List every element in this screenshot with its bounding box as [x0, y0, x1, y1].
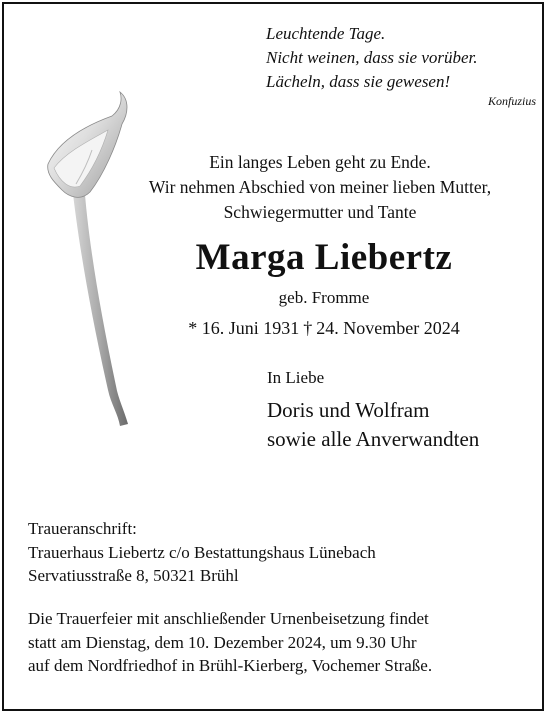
calla-lily-image	[32, 90, 172, 430]
death-date: 24. November 2024	[316, 318, 460, 338]
intro-line: Ein langes Leben geht zu Ende.	[209, 152, 431, 172]
obituary-card	[2, 2, 544, 711]
mourning-address	[28, 517, 538, 588]
service-line: statt am Dienstag, dem 10. Dezember 2024, um 9.30 Uhr	[28, 632, 417, 652]
quote-line: Leuchtende Tage.	[266, 24, 386, 43]
address-line: Servatiusstraße 8, 50321 Brühl	[28, 566, 239, 585]
deceased-name: Marga Liebertz	[195, 237, 453, 278]
intro-text	[100, 150, 540, 225]
intro-line: Schwiegermutter und Tante	[223, 202, 417, 222]
service-line: Die Trauerfeier mit anschließender Urnenbeisetzung findet	[28, 609, 429, 628]
cross-icon: †	[303, 318, 313, 338]
mourner-line: Doris und Wolfram	[267, 398, 430, 422]
mourner-line: sowie alle Anverwandten	[267, 427, 480, 451]
quote-line: Nicht weinen, dass sie vorüber.	[266, 48, 478, 67]
birth-name: geb. Fromme	[278, 288, 370, 307]
quote-line: Lächeln, dass sie gewesen!	[266, 72, 451, 91]
quote-author: Konfuzius	[487, 94, 536, 108]
quote-block	[266, 22, 536, 108]
intro-line: Wir nehmen Abschied von meiner lieben Mutter,	[148, 177, 492, 197]
address-line: Traueranschrift:	[28, 519, 137, 538]
birth-date: * 16. Juni 1931	[188, 318, 300, 338]
mourners-intro: In Liebe	[267, 368, 325, 387]
funeral-service-info	[28, 607, 528, 678]
service-line: auf dem Nordfriedhof in Brühl-Kierberg, Vochemer Straße.	[28, 656, 433, 675]
life-dates	[114, 318, 534, 339]
address-line: Trauerhaus Liebertz c/o Bestattungshaus Lünebach	[28, 542, 376, 562]
mourners-names	[267, 396, 479, 454]
